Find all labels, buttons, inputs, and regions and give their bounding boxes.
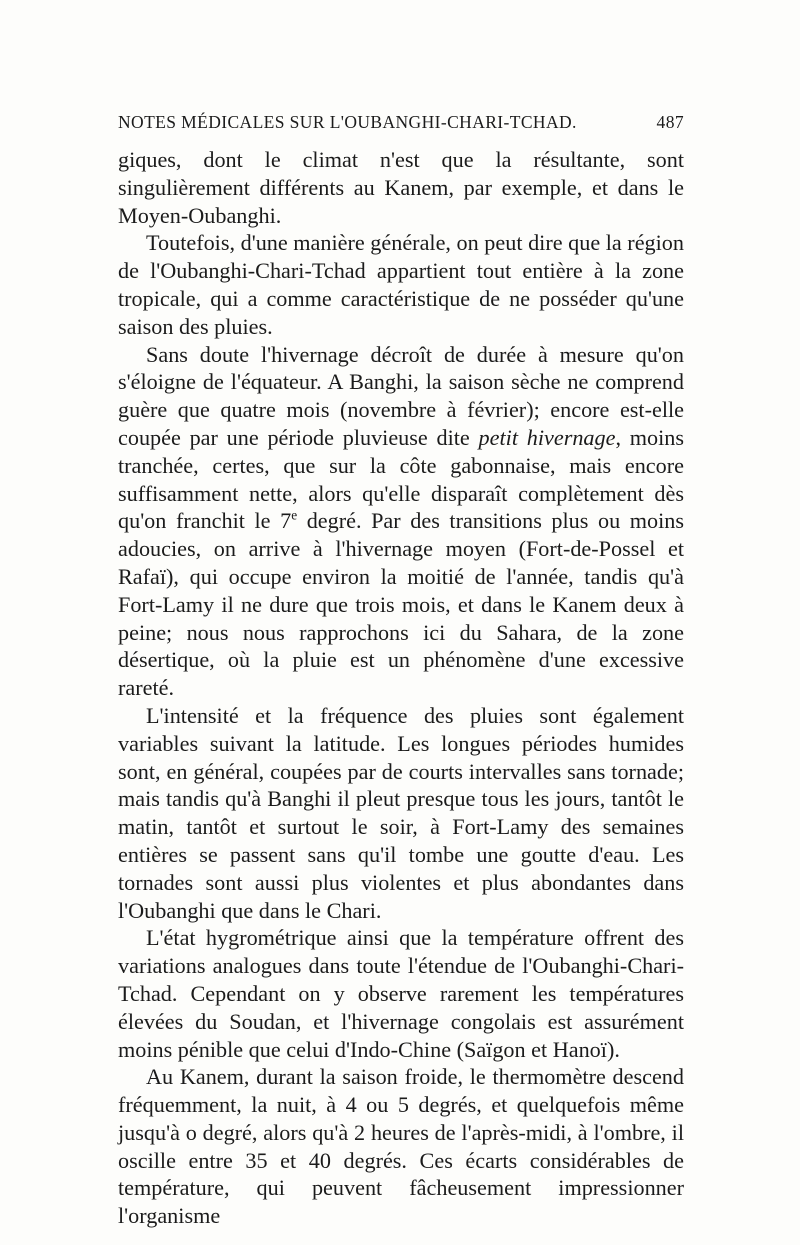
page-number: 487	[656, 112, 684, 132]
running-head	[118, 112, 684, 133]
paragraph-rain-intensity: L'intensité et la fréquence des pluies sont également variables suivant la latitude. Les longues périodes humides sont, en général, coupées par de courts intervalles sans tornade; mais tandis qu'à Banghi il pleut presque tous les jours, tantôt le matin, tantôt et surtout le soir, à Fort-Lamy des semaines entières se passent sans qu'il tombe une goutte d'eau. Les tornades sont aussi plus violentes et plus abondantes dans l'Oubanghi que dans le Chari.	[118, 702, 684, 923]
running-title: NOTES MÉDICALES SUR L'OUBANGHI-CHARI-TCHAD.	[118, 112, 577, 132]
hivernage-text-end: degré. Par des transitions plus ou moins adoucies, on arrive à l'hivernage moyen (Fort-de-Possel et Rafaï), qui occupe environ la moitié de l'année, tandis qu'à Fort-Lamy il ne dure que trois mois, et dans le Kanem deux à peine; nous nous rapprochons ici du Sahara, de la zone désertique, où la pluie est un phénomène d'une excessive rareté.	[118, 508, 684, 701]
paragraph-continued: giques, dont le climat n'est que la résultante, sont singulièrement différents au Kanem, par exemple, et dans le Moyen-Oubanghi.	[118, 147, 684, 228]
degree-superscript: e	[291, 507, 298, 523]
paragraph-hygrometry: L'état hygrométrique ainsi que la température offrent des variations analogues dans toute l'étendue de l'Oubanghi-Chari-Tchad. Cependant on y observe rarement les températures élevées du Soudan, et l'hivernage congolais est assurément moins pénible que celui d'Indo-Chine (Saïgon et Hanoï).	[118, 925, 684, 1062]
paragraph-hivernage	[118, 341, 684, 702]
paragraph-tropical-zone: Toutefois, d'une manière générale, on peut dire que la région de l'Oubanghi-Chari-Tchad appartient tout entière à la zone tropicale, qui a comme caractéristique de ne posséder qu'une saison des pluies.	[118, 230, 684, 339]
petit-hivernage-term: petit hivernage	[478, 424, 616, 450]
body-text	[118, 146, 684, 1230]
hivernage-text-start: Sans doute l'hivernage décroît de durée à mesure qu'on s'éloigne de l'équateur. A Banghi, la saison sèche ne comprend guère que quatre mois (novembre à février); encore est-elle coupée par une période pluvieuse dite	[118, 341, 684, 450]
hivernage-text-middle: , moins tranchée, certes, que sur la côte gabonnaise, mais encore suffisamment nette, alors qu'elle disparaît complètement dès qu'on franchit le 7	[118, 424, 684, 534]
paragraph-kanem-temperature: Au Kanem, durant la saison froide, le thermomètre descend fréquemment, la nuit, à 4 ou 5 degrés, et quelquefois même jusqu'à o degré, alors qu'à 2 heures de l'après-midi, à l'ombre, il oscille entre 35 et 40 degrés. Ces écarts considérables de température, qui peuvent fâcheusement impressionner l'organisme	[118, 1064, 684, 1229]
